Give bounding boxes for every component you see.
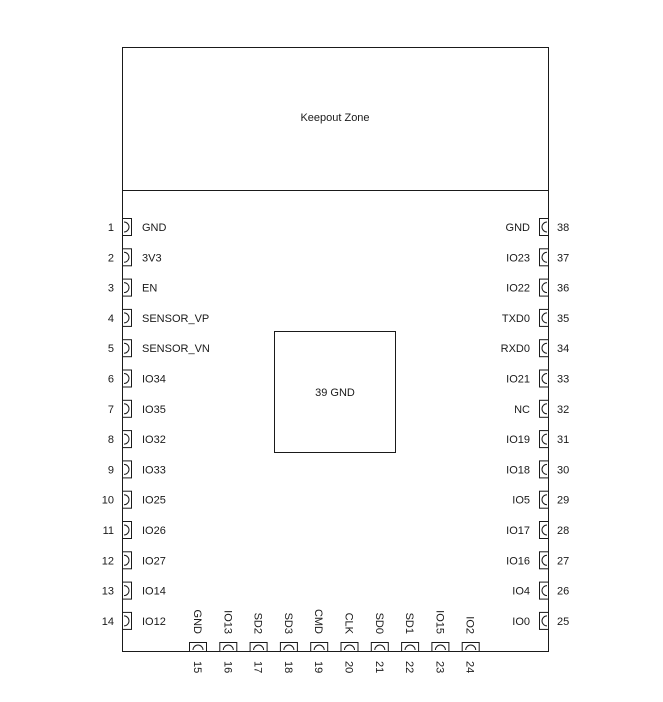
pin-name: IO2 xyxy=(463,616,476,634)
pin-pad xyxy=(540,400,549,417)
pin-20 xyxy=(341,613,358,674)
pin-pad xyxy=(371,643,388,652)
pin-name: IO34 xyxy=(142,373,166,386)
pin-7 xyxy=(108,400,166,417)
pin-name: IO35 xyxy=(142,403,166,416)
pin-pad xyxy=(123,612,132,629)
pin-number: 1 xyxy=(107,222,114,234)
pin-number: 31 xyxy=(557,434,570,447)
pin-name: IO23 xyxy=(506,252,530,265)
pin-pad xyxy=(540,552,549,569)
pin-number: 27 xyxy=(557,555,570,568)
pin-number: 2 xyxy=(107,252,114,265)
pin-31 xyxy=(506,431,569,448)
pin-22 xyxy=(402,613,419,674)
pin-name: IO18 xyxy=(506,464,530,477)
pin-name: IO26 xyxy=(142,525,166,537)
pin-pad xyxy=(280,643,297,652)
pin-number: 3 xyxy=(107,282,114,295)
pin-name: SD0 xyxy=(372,612,385,634)
pin-name: NC xyxy=(514,403,530,416)
pin-34 xyxy=(501,340,570,357)
pin-number: 16 xyxy=(221,661,234,674)
pin-number: 25 xyxy=(557,615,570,628)
pin-pad xyxy=(462,643,479,652)
pin-pad xyxy=(540,279,549,296)
pin-number: 36 xyxy=(557,282,570,295)
pin-name: IO4 xyxy=(512,585,530,598)
pin-14 xyxy=(102,612,166,629)
pin-name: CMD xyxy=(312,608,325,634)
pin-number: 23 xyxy=(433,661,446,674)
pin-pad xyxy=(402,643,419,652)
pin-number: 33 xyxy=(557,373,570,386)
pin-number: 12 xyxy=(101,555,114,568)
pin-30 xyxy=(506,461,569,478)
pin-pad xyxy=(123,340,132,357)
pin-name: TXD0 xyxy=(501,312,530,325)
pin-number: 37 xyxy=(557,252,570,265)
pin-pad xyxy=(540,461,549,478)
pin-name: IO13 xyxy=(221,610,234,634)
pin-pad xyxy=(190,643,207,652)
pin-3 xyxy=(108,279,157,296)
pin-1 xyxy=(108,219,167,236)
pin-6 xyxy=(108,370,166,387)
pin-pad xyxy=(540,582,549,599)
pin-number: 29 xyxy=(557,494,570,507)
pin-name: IO25 xyxy=(142,494,166,507)
pin-number: 17 xyxy=(251,661,264,674)
center-pad-label: 39 GND xyxy=(315,387,355,399)
pin-18 xyxy=(280,613,297,674)
pin-name: RXD0 xyxy=(500,343,530,356)
pin-13 xyxy=(102,582,166,599)
pin-pad xyxy=(123,219,132,236)
pin-28 xyxy=(506,522,569,539)
pin-pad xyxy=(123,309,132,326)
pin-number: 14 xyxy=(101,615,114,628)
pin-pad xyxy=(311,643,328,652)
pin-pad xyxy=(250,643,267,652)
pin-number: 38 xyxy=(557,222,570,234)
pin-37 xyxy=(506,249,569,266)
pin-33 xyxy=(506,370,569,387)
pin-name: EN xyxy=(142,282,158,295)
pin-32 xyxy=(514,400,569,417)
pin-name: IO12 xyxy=(142,615,166,628)
pin-name: SD3 xyxy=(281,612,294,634)
pin-number: 10 xyxy=(101,494,114,507)
pin-number: 22 xyxy=(403,661,416,674)
pin-pad xyxy=(123,522,132,539)
pin-number: 7 xyxy=(107,403,114,416)
pin-name: IO33 xyxy=(142,464,166,477)
pin-name: SD1 xyxy=(403,612,416,634)
pin-name: IO16 xyxy=(506,555,530,568)
pin-35 xyxy=(502,309,569,326)
pin-name: GND xyxy=(191,609,203,634)
pin-number: 34 xyxy=(557,343,570,356)
pin-name: IO21 xyxy=(506,373,530,386)
pin-9 xyxy=(108,461,166,478)
pin-29 xyxy=(512,491,569,508)
pin-number: 6 xyxy=(107,373,114,386)
left-pin-column xyxy=(102,219,210,630)
pin-pad xyxy=(341,643,358,652)
pin-name: IO14 xyxy=(142,585,166,598)
pin-pad xyxy=(123,461,132,478)
pin-number: 35 xyxy=(557,312,570,325)
bottom-pin-row xyxy=(190,609,480,673)
pin-pad xyxy=(540,612,549,629)
pin-pad xyxy=(123,491,132,508)
pin-16 xyxy=(220,610,237,673)
pin-21 xyxy=(371,613,388,674)
pin-pad xyxy=(432,643,449,652)
pin-pad xyxy=(540,249,549,266)
pin-38 xyxy=(506,219,570,236)
pin-number: 18 xyxy=(281,661,294,674)
pin-4 xyxy=(108,309,209,326)
pin-23 xyxy=(432,610,449,673)
pin-17 xyxy=(250,613,267,674)
pin-name: CLK xyxy=(342,612,355,634)
pin-19 xyxy=(311,609,328,673)
pin-25 xyxy=(512,612,569,629)
pin-pad xyxy=(540,309,549,326)
pin-36 xyxy=(506,279,569,296)
pin-8 xyxy=(108,431,166,448)
pin-name: IO27 xyxy=(142,555,166,568)
pin-number: 21 xyxy=(372,661,385,674)
pin-15 xyxy=(190,610,207,674)
pin-number: 8 xyxy=(107,434,114,447)
pin-name: IO5 xyxy=(512,494,530,507)
pin-number: 30 xyxy=(557,464,570,477)
pin-27 xyxy=(506,552,569,569)
pin-name: IO32 xyxy=(142,434,166,447)
pin-name: 3V3 xyxy=(142,252,162,265)
pin-name: GND xyxy=(142,222,167,234)
pin-pad xyxy=(123,400,132,417)
pin-name: SD2 xyxy=(251,612,264,634)
pin-pad xyxy=(123,582,132,599)
pin-name: IO22 xyxy=(506,282,530,295)
keepout-zone-label: Keepout Zone xyxy=(300,112,370,124)
pin-pad xyxy=(123,249,132,266)
pin-number: 24 xyxy=(463,661,476,674)
pin-11 xyxy=(103,522,166,539)
pin-number: 26 xyxy=(557,585,570,598)
pin-pad xyxy=(540,340,549,357)
pin-number: 20 xyxy=(342,661,355,674)
pin-pad xyxy=(540,219,549,236)
pin-name: GND xyxy=(505,222,530,234)
pin-26 xyxy=(512,582,569,599)
pin-number: 9 xyxy=(107,464,114,477)
pin-pad xyxy=(540,491,549,508)
pin-number: 28 xyxy=(557,525,570,537)
pin-number: 4 xyxy=(107,312,114,325)
pin-number: 13 xyxy=(101,585,114,598)
pin-name: IO15 xyxy=(433,610,446,634)
pin-number: 5 xyxy=(107,343,114,356)
pin-2 xyxy=(108,249,162,266)
pin-10 xyxy=(102,491,166,508)
pin-5 xyxy=(108,340,210,357)
pin-pad xyxy=(540,431,549,448)
pin-pad xyxy=(123,552,132,569)
pin-pad xyxy=(123,279,132,296)
pin-name: IO17 xyxy=(506,525,530,537)
pin-pad xyxy=(123,370,132,387)
pin-name: SENSOR_VP xyxy=(142,312,210,325)
pin-number: 32 xyxy=(557,403,570,416)
pin-name: IO0 xyxy=(512,615,530,628)
pin-pad xyxy=(220,643,237,652)
pin-number: 11 xyxy=(102,525,114,537)
pin-pad xyxy=(540,522,549,539)
right-pin-column xyxy=(501,219,570,630)
pin-number: 19 xyxy=(312,661,325,674)
pin-12 xyxy=(102,552,166,569)
pin-pad xyxy=(123,431,132,448)
pin-name: IO19 xyxy=(506,434,530,447)
pin-name: SENSOR_VN xyxy=(142,343,210,356)
pin-24 xyxy=(462,616,479,673)
pin-number: 15 xyxy=(191,661,203,674)
pin-pad xyxy=(540,370,549,387)
